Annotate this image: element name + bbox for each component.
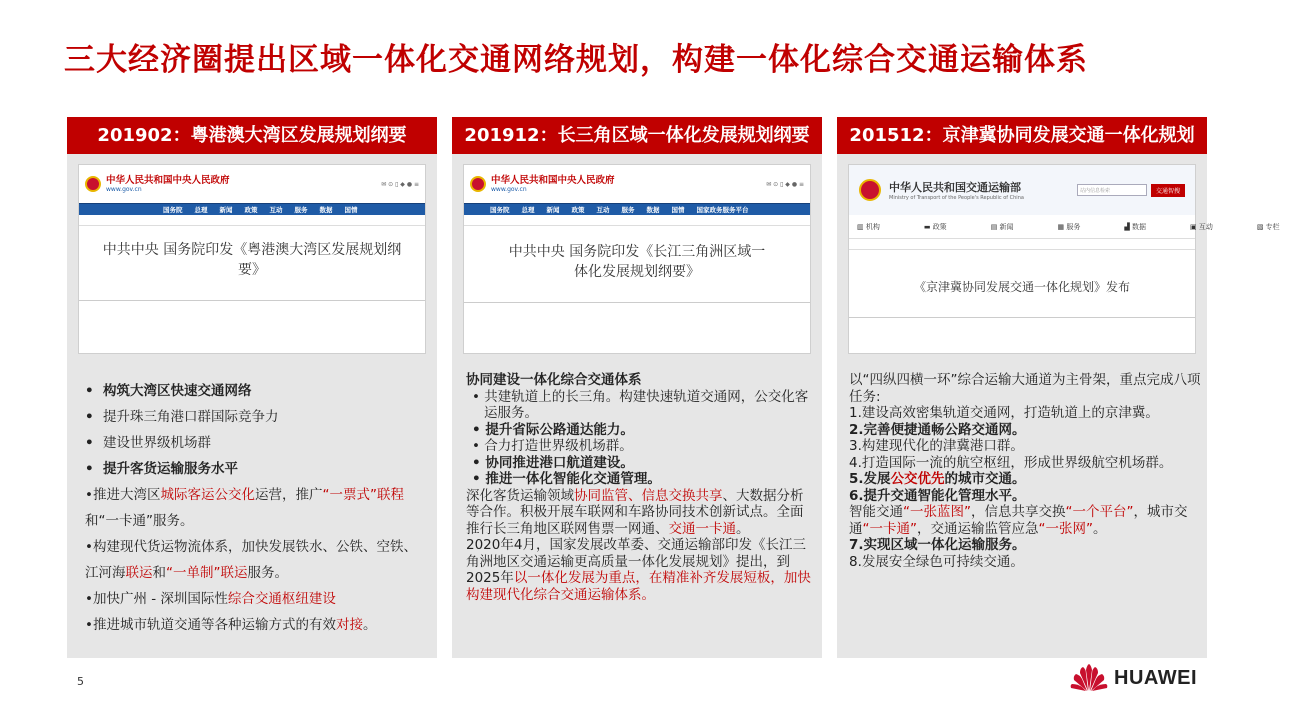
article-headline: 《京津冀协同发展交通一体化规划》发布: [913, 280, 1130, 294]
article-headline: 中共中央 国务院印发《粤港澳大湾区发展规划纲要》: [102, 242, 402, 278]
nav-item: ▣ 互动: [1189, 222, 1213, 231]
panel-gba: [67, 154, 437, 658]
nav-item: 新闻: [546, 206, 560, 214]
nav-item: 政策: [571, 206, 585, 214]
task-item: 2.完善便捷通畅公路交通网。: [849, 421, 1026, 438]
task-item: 4.打造国际一流的航空枢纽，形成世界级航空机场群。: [849, 454, 1173, 471]
nav-item: 服务: [294, 206, 308, 214]
website-screenshot-mot: [848, 164, 1280, 354]
article-meta: [464, 288, 810, 303]
bullet-item: • 提升省际公路通达能力。: [472, 421, 634, 438]
nav-item: 服务: [621, 206, 635, 214]
breadcrumb: [79, 215, 425, 226]
section-heading: 协同建设一体化综合交通体系: [466, 372, 642, 388]
national-emblem-icon: [859, 179, 881, 201]
paragraph: 2020年4月，国家发展改革委、交通运输部印发《长江三角洲地区交通运输更高质量一体化发展规划》提出，到2025年以一体化发展为重点，在精准补齐发展短板，加快构建现代化综合交通运输体系。: [466, 537, 811, 603]
bullet-item: 建设世界级机场群: [103, 435, 211, 451]
bullet-item: • 推进一体化智能化交通管理。: [472, 471, 661, 487]
site-name: 中华人民共和国中央人民政府: [106, 174, 230, 186]
nav-item: ▬ 政策: [923, 222, 947, 231]
nav-item: 国家政务服务平台: [696, 206, 749, 214]
column-header-jjj: 201512：京津冀协同发展交通一体化规划: [837, 117, 1207, 154]
nav-item: ▟ 数据: [1124, 222, 1146, 231]
breadcrumb: [464, 215, 810, 226]
nav-item: ▤ 新闻: [990, 222, 1014, 231]
article-headline: 中共中央 国务院印发《长江三角洲区域一体化发展规划纲要》: [508, 244, 766, 280]
bullet-item: 构筑大湾区快速交通网络: [103, 383, 252, 399]
panel-jjj: [837, 154, 1280, 658]
task-item: 3.构建现代化的津冀港口群。: [849, 438, 1024, 454]
nav-item: 国情: [344, 206, 358, 214]
site-nav: [464, 203, 810, 215]
huawei-logo: [1070, 664, 1197, 692]
bullet-item: • 共建轨道上的长三角。构建快速轨道交通网，公交化客运服务。: [472, 388, 809, 421]
nav-item: 数据: [319, 206, 333, 214]
bullet-item: 提升客货运输服务水平: [103, 461, 238, 477]
site-nav: [79, 203, 425, 215]
paragraph: •推进城市轨道交通等各种运输方式的有效对接。: [85, 617, 377, 633]
nav-item: 互动: [269, 206, 283, 214]
brand-name: HUAWEI: [1114, 666, 1197, 689]
slide-title: 三大经济圈提出区域一体化交通网络规划，构建一体化综合交通运输体系: [64, 42, 1088, 78]
nav-item: 互动: [596, 206, 610, 214]
jjj-text: [849, 372, 1201, 570]
task-item: 7.实现区域一体化运输服务。: [849, 537, 1026, 553]
site-nav: [849, 215, 1280, 239]
task-item: 6.提升交通智能化管理水平。: [849, 487, 1026, 504]
article-meta: [79, 286, 425, 301]
nav-item: 国情: [671, 206, 685, 214]
nav-item: 数据: [646, 206, 660, 214]
task-item: 8.发展安全绿色可持续交通。: [849, 553, 1024, 570]
paragraph: •加快广州 - 深圳国际性综合交通枢纽建设: [85, 591, 336, 607]
bullet-item: 提升珠三角港口群国际竞争力: [103, 409, 279, 425]
column-header-yrd: 201912：长三角区域一体化发展规划纲要: [452, 117, 822, 154]
website-screenshot-gov: [78, 164, 426, 354]
nav-item: 政策: [244, 206, 258, 214]
article-body: [79, 301, 425, 350]
nav-item: 新闻: [219, 206, 233, 214]
gba-text: • 构筑大湾区快速交通网络 • 提升珠三角港口群国际竞争力 • 建设世界级机场群 • 提升客货运输服务水平 •推进大湾区城际客运公交化运营，推广“一票式”联程和“一卡通”服务。 •构建现代货运物流体系，加快发展铁水、公铁、空铁、江河海联运和“一单制”联运服务。 •加快广州 - 深圳国际性综合交通枢纽建设 •推进城市轨道交通等各种运输方式的有效对接。: [85, 378, 430, 638]
site-url: www.gov.cn: [491, 185, 527, 193]
paragraph: •构建现代货运物流体系，加快发展铁水、公铁、空铁、江河海联运和“一单制”联运服务。: [85, 539, 417, 581]
task-item: 5.发展公交优先的城市交通。: [849, 471, 1026, 487]
nav-item: 国务院: [490, 206, 510, 214]
site-search-button: 交通智搜: [1151, 184, 1185, 197]
nav-item: 国务院: [163, 206, 183, 214]
nav-item: ▧ 专栏: [1256, 222, 1280, 231]
article-meta: [849, 303, 1195, 318]
site-search-input: 站内信息检索: [1077, 184, 1147, 196]
site-url: www.gov.cn: [106, 185, 142, 193]
article-body: [464, 303, 810, 341]
website-screenshot-gov: [463, 164, 811, 354]
nav-item: 总理: [194, 206, 208, 214]
national-emblem-icon: [470, 176, 486, 192]
nav-item: 总理: [521, 206, 535, 214]
site-name: 中华人民共和国交通运输部: [889, 181, 1021, 194]
page-number: 5: [77, 675, 84, 688]
site-tools-icon: ✉ ⊙ ▯ ◆ ● ≡: [766, 180, 804, 188]
nav-item: ▦ 服务: [1057, 222, 1081, 231]
huawei-petal-icon: [1070, 664, 1108, 692]
task-item: 1.建设高效密集轨道交通网，打造轨道上的京津冀。: [849, 405, 1159, 421]
article-body: [849, 318, 1195, 356]
panel-yrd: [452, 154, 822, 658]
paragraph: •推进大湾区城际客运公交化运营，推广“一票式”联程和“一卡通”服务。: [85, 487, 404, 529]
nav-item: ▥ 机构: [857, 222, 880, 231]
bullet-item: • 协同推进港口航道建设。: [472, 454, 634, 471]
column-header-gba: 201902：粤港澳大湾区发展规划纲要: [67, 117, 437, 154]
paragraph: 深化客货运输领域协同监管、信息交换共享、大数据分析等合作。积极开展车联网和车路协同技术创新试点。全面推行长三角地区联网售票一网通、交通一卡通。: [466, 487, 804, 537]
site-english-name: Ministry of Transport of the People's Republic of China: [889, 195, 1024, 201]
yrd-text: [466, 372, 814, 603]
site-tools-icon: ✉ ⊙ ▯ ◆ ● ≡: [381, 180, 419, 188]
paragraph: 以“四纵四横一环”综合运输大通道为主骨架，重点完成八项任务:: [849, 372, 1201, 405]
breadcrumb: [849, 239, 1195, 250]
bullet-item: • 合力打造世界级机场群。: [472, 438, 633, 454]
task-detail: 智能交通“一张蓝图”，信息共享交换“一个平台”，城市交通“一卡通”，交通运输监管应急“一张网”。: [849, 504, 1188, 537]
national-emblem-icon: [85, 176, 101, 192]
site-name: 中华人民共和国中央人民政府: [491, 174, 615, 186]
